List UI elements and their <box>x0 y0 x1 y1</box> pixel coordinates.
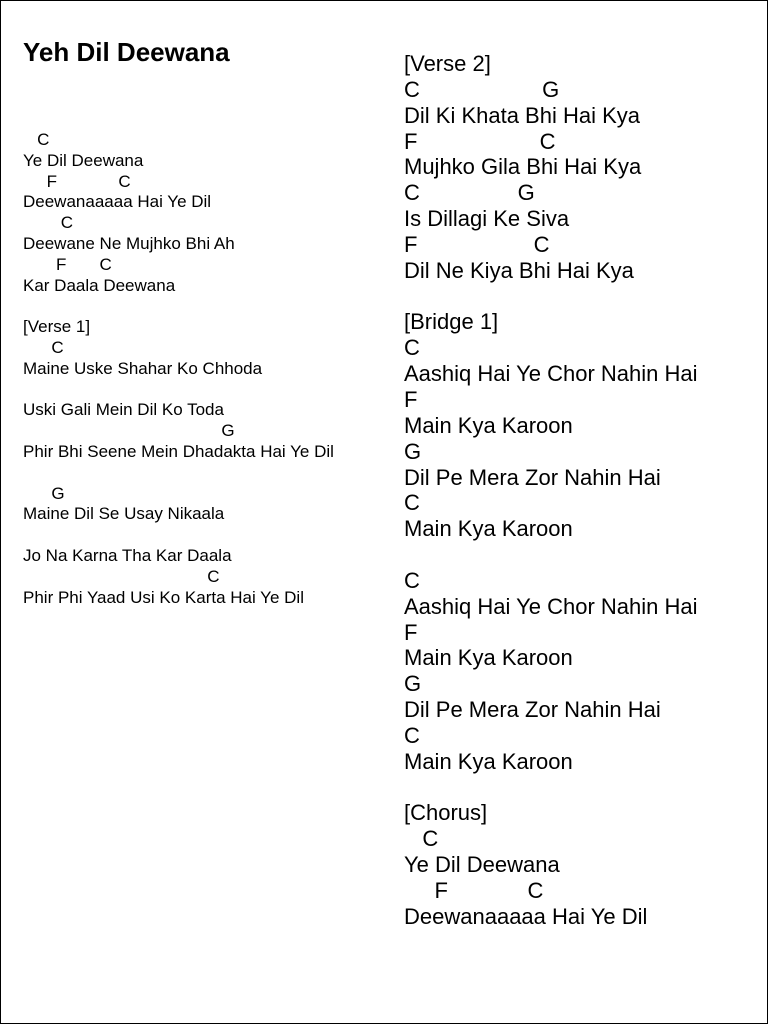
lyric-line: Jo Na Karna Tha Kar Daala <box>23 545 232 565</box>
chord-line: C <box>23 566 220 586</box>
lyric-line: Phir Bhi Seene Mein Dhadakta Hai Ye Dil <box>23 441 334 461</box>
chord-line: C G <box>404 76 560 102</box>
lyric-line: Maine Dil Se Usay Nikaala <box>23 504 225 524</box>
section-label: [Chorus] <box>404 800 488 826</box>
blank-line <box>404 284 698 310</box>
lyric-line: Ye Dil Deewana <box>23 150 144 170</box>
lyric-line: Maine Uske Shahar Ko Chhoda <box>23 358 263 378</box>
chord-line: F C <box>404 231 550 257</box>
chord-line: C <box>23 213 74 233</box>
lyric-line: Dil Ne Kiya Bhi Hai Kya <box>404 257 634 283</box>
chord-line: C <box>404 826 439 852</box>
blank-line <box>23 380 334 401</box>
chord-line: F C <box>404 878 544 903</box>
section-label: [Bridge 1] <box>404 309 499 335</box>
chord-line: F C <box>23 254 112 274</box>
left-column-lyrics <box>23 130 334 608</box>
lyric-line: Main Kya Karoon <box>404 412 573 438</box>
lyric-line: Aashiq Hai Ye Chor Nahin Hai <box>404 361 698 387</box>
chord-line: C G <box>404 180 535 206</box>
lyric-line: Uski Gali Mein Dil Ko Toda <box>23 400 224 420</box>
lyric-line: Deewane Ne Mujhko Bhi Ah <box>23 233 235 253</box>
chord-line: C <box>23 337 64 357</box>
chord-line: C <box>404 490 420 516</box>
chord-line: F <box>404 386 418 412</box>
lyric-line: Phir Phi Yaad Usi Ko Karta Hai Ye Dil <box>23 587 304 607</box>
lyric-line: Main Kya Karoon <box>404 748 573 774</box>
lyric-line: Is Dillagi Ke Siva <box>404 206 570 232</box>
lyric-line: Dil Pe Mera Zor Nahin Hai <box>404 464 661 490</box>
blank-line <box>404 775 698 801</box>
chord-line: G <box>23 483 65 503</box>
lyric-line: Mujhko Gila Bhi Hai Kya <box>404 154 642 180</box>
lyric-line: Dil Ki Khata Bhi Hai Kya <box>404 102 640 128</box>
section-label: [Verse 2] <box>404 51 491 76</box>
lyric-line: Kar Daala Deewana <box>23 275 176 295</box>
chord-line: F <box>404 619 418 645</box>
blank-line <box>23 525 334 546</box>
chord-line: F C <box>23 171 131 191</box>
chord-line: G <box>404 438 422 464</box>
lyric-line: Dil Pe Mera Zor Nahin Hai <box>404 697 661 723</box>
chord-line: C <box>404 567 420 593</box>
section-label: [Verse 1] <box>23 317 91 337</box>
blank-line <box>23 463 334 484</box>
chord-line: C <box>404 335 420 361</box>
chord-line: G <box>23 421 235 441</box>
song-title: Yeh Dil Deewana <box>23 37 230 67</box>
lyric-line: Aashiq Hai Ye Chor Nahin Hai <box>404 593 698 619</box>
lyric-line: Main Kya Karoon <box>404 516 573 542</box>
chord-line: C <box>23 130 50 149</box>
lyric-line: Ye Dil Deewana <box>404 852 560 878</box>
lyric-line: Deewanaaaaa Hai Ye Dil <box>23 192 212 212</box>
chord-line: C <box>404 722 420 748</box>
chord-line: G <box>404 671 422 697</box>
chord-line: F C <box>404 128 556 154</box>
blank-line <box>404 542 698 568</box>
lyric-line: Deewanaaaaa Hai Ye Dil <box>404 903 648 929</box>
right-column-lyrics <box>404 51 698 930</box>
blank-line <box>23 296 334 317</box>
lyric-line: Main Kya Karoon <box>404 645 573 671</box>
